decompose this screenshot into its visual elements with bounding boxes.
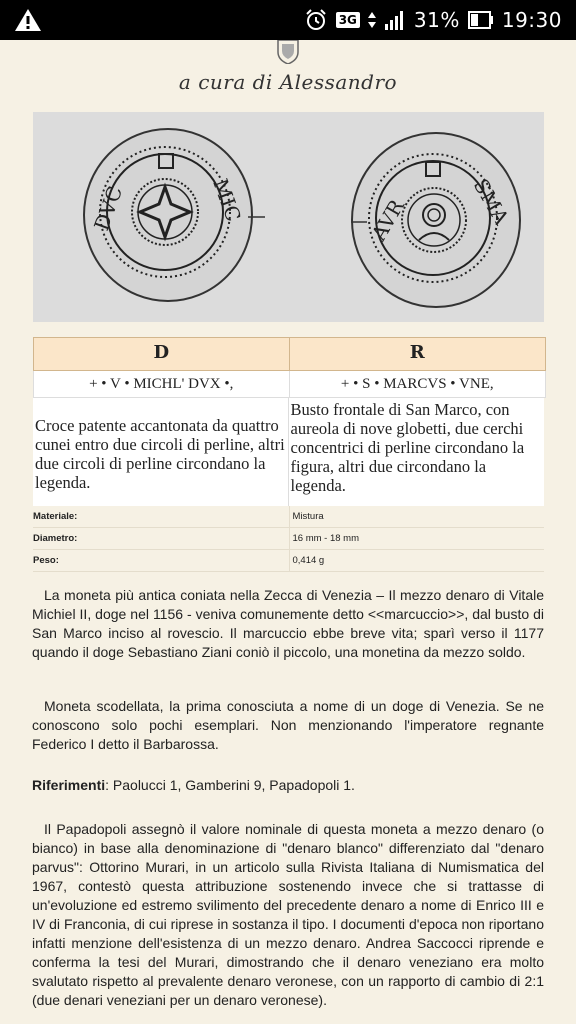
reverse-header: R [409,342,425,363]
data-arrows-icon [368,10,376,30]
paragraph-attribution: Il Papadopoli assegnò il valore nominale di questa moneta a mezzo denaro (o bianco) in base alla denominazione di "denaro blanco" differenziato dal "denaro parvus": Ottorino Murari, in un articolo sulla Rivista Italiana di Numismatica del 1967, contestò questa attribuzione sostenendo invece che si trattasse di un'evoluzione ed estremo svilimento del precedente denaro a nome di Enrico III e IV di Franconia, di cui riprese in sostanza il tipo. I documenti d'epoca non riportano infatti menzione dell'esistenza di un mezzo denaro. Andrea Saccocci riprende e conferma la tesi del Murari, dimostrando che il denaro veneziano era molto svalutato rispetto al prevalente denaro veronese, con un rapporto di cambio di 2:1 (due denari veneziani per un denaro veronese). [32,821,544,1008]
paragraph-description: Moneta scodellata, la prima conosciuta a nome di un doge di Venezia. Se ne conoscono solo pochi esemplari. Non menzionando l'imperatore regnante Federico I detto il Barbarossa. [32,698,544,752]
svg-text:AVR: AVR [366,195,409,245]
clock: 19:30 [501,8,562,32]
network-type-badge: 3G [336,12,360,28]
warning-icon[interactable] [14,8,42,32]
property-value: 0,414 g [289,550,545,571]
page-header [0,40,576,106]
signal-strength-icon [384,9,406,31]
references-label: Riferimenti [32,777,106,793]
table-header-row [33,337,546,371]
table-row [33,550,544,572]
reverse-description: Busto frontale di San Marco, con aureola di nove globetti, due cerchi concentrici di perline circondano la figura, altri due circondano la legenda. [290,400,525,495]
svg-text:SMA: SMA [468,174,514,229]
coin-details-table [33,337,544,572]
property-value: 16 mm - 18 mm [289,528,545,549]
references-text: : Paolucci 1, Gamberini 9, Papadopoli 1. [105,777,355,793]
reverse-legend: + • S • MARCVS • VNE, [340,376,494,392]
obverse-legend: + • V • MICHL' DVX •, [34,371,290,397]
property-value: Mistura [289,506,545,527]
curator-line: a cura di Alessandro [178,70,398,94]
table-row [33,528,544,550]
obverse-description: Croce patente accantonata da quattro cunei entro due circoli di perline, altri due circoli di perline circondano la legenda. [33,398,289,506]
svg-text:DVC: DVC [89,182,128,234]
paragraph-history: La moneta più antica coniata nella Zecca di Venezia – Il mezzo denaro di Vitale Michiel II, doge nel 1156 - veniva comunemente detto <<marcuccio>>, dal busto di San Marco inciso al rovescio. Il marcuccio ebbe breve vita; sparì verso il 1177 quando il doge Sebastiano Ziani coniò il piccolo, una monetina da mezzo soldo. [32,587,544,660]
svg-text:MIC: MIC [208,175,246,225]
property-label: Materiale: [33,511,78,522]
references [32,776,544,795]
property-label: Peso: [33,555,59,566]
obverse-header: D [34,338,290,370]
battery-percent: 31% [413,8,460,32]
crest-logo-icon [273,40,303,64]
table-row [33,506,544,528]
legend-row [33,371,546,398]
status-bar [0,0,576,40]
coin-photo [33,112,544,322]
reverse-coin-drawing [351,133,520,307]
description-row [33,398,544,506]
battery-icon [468,11,494,29]
alarm-icon [304,8,328,32]
property-label: Diametro: [33,533,78,544]
